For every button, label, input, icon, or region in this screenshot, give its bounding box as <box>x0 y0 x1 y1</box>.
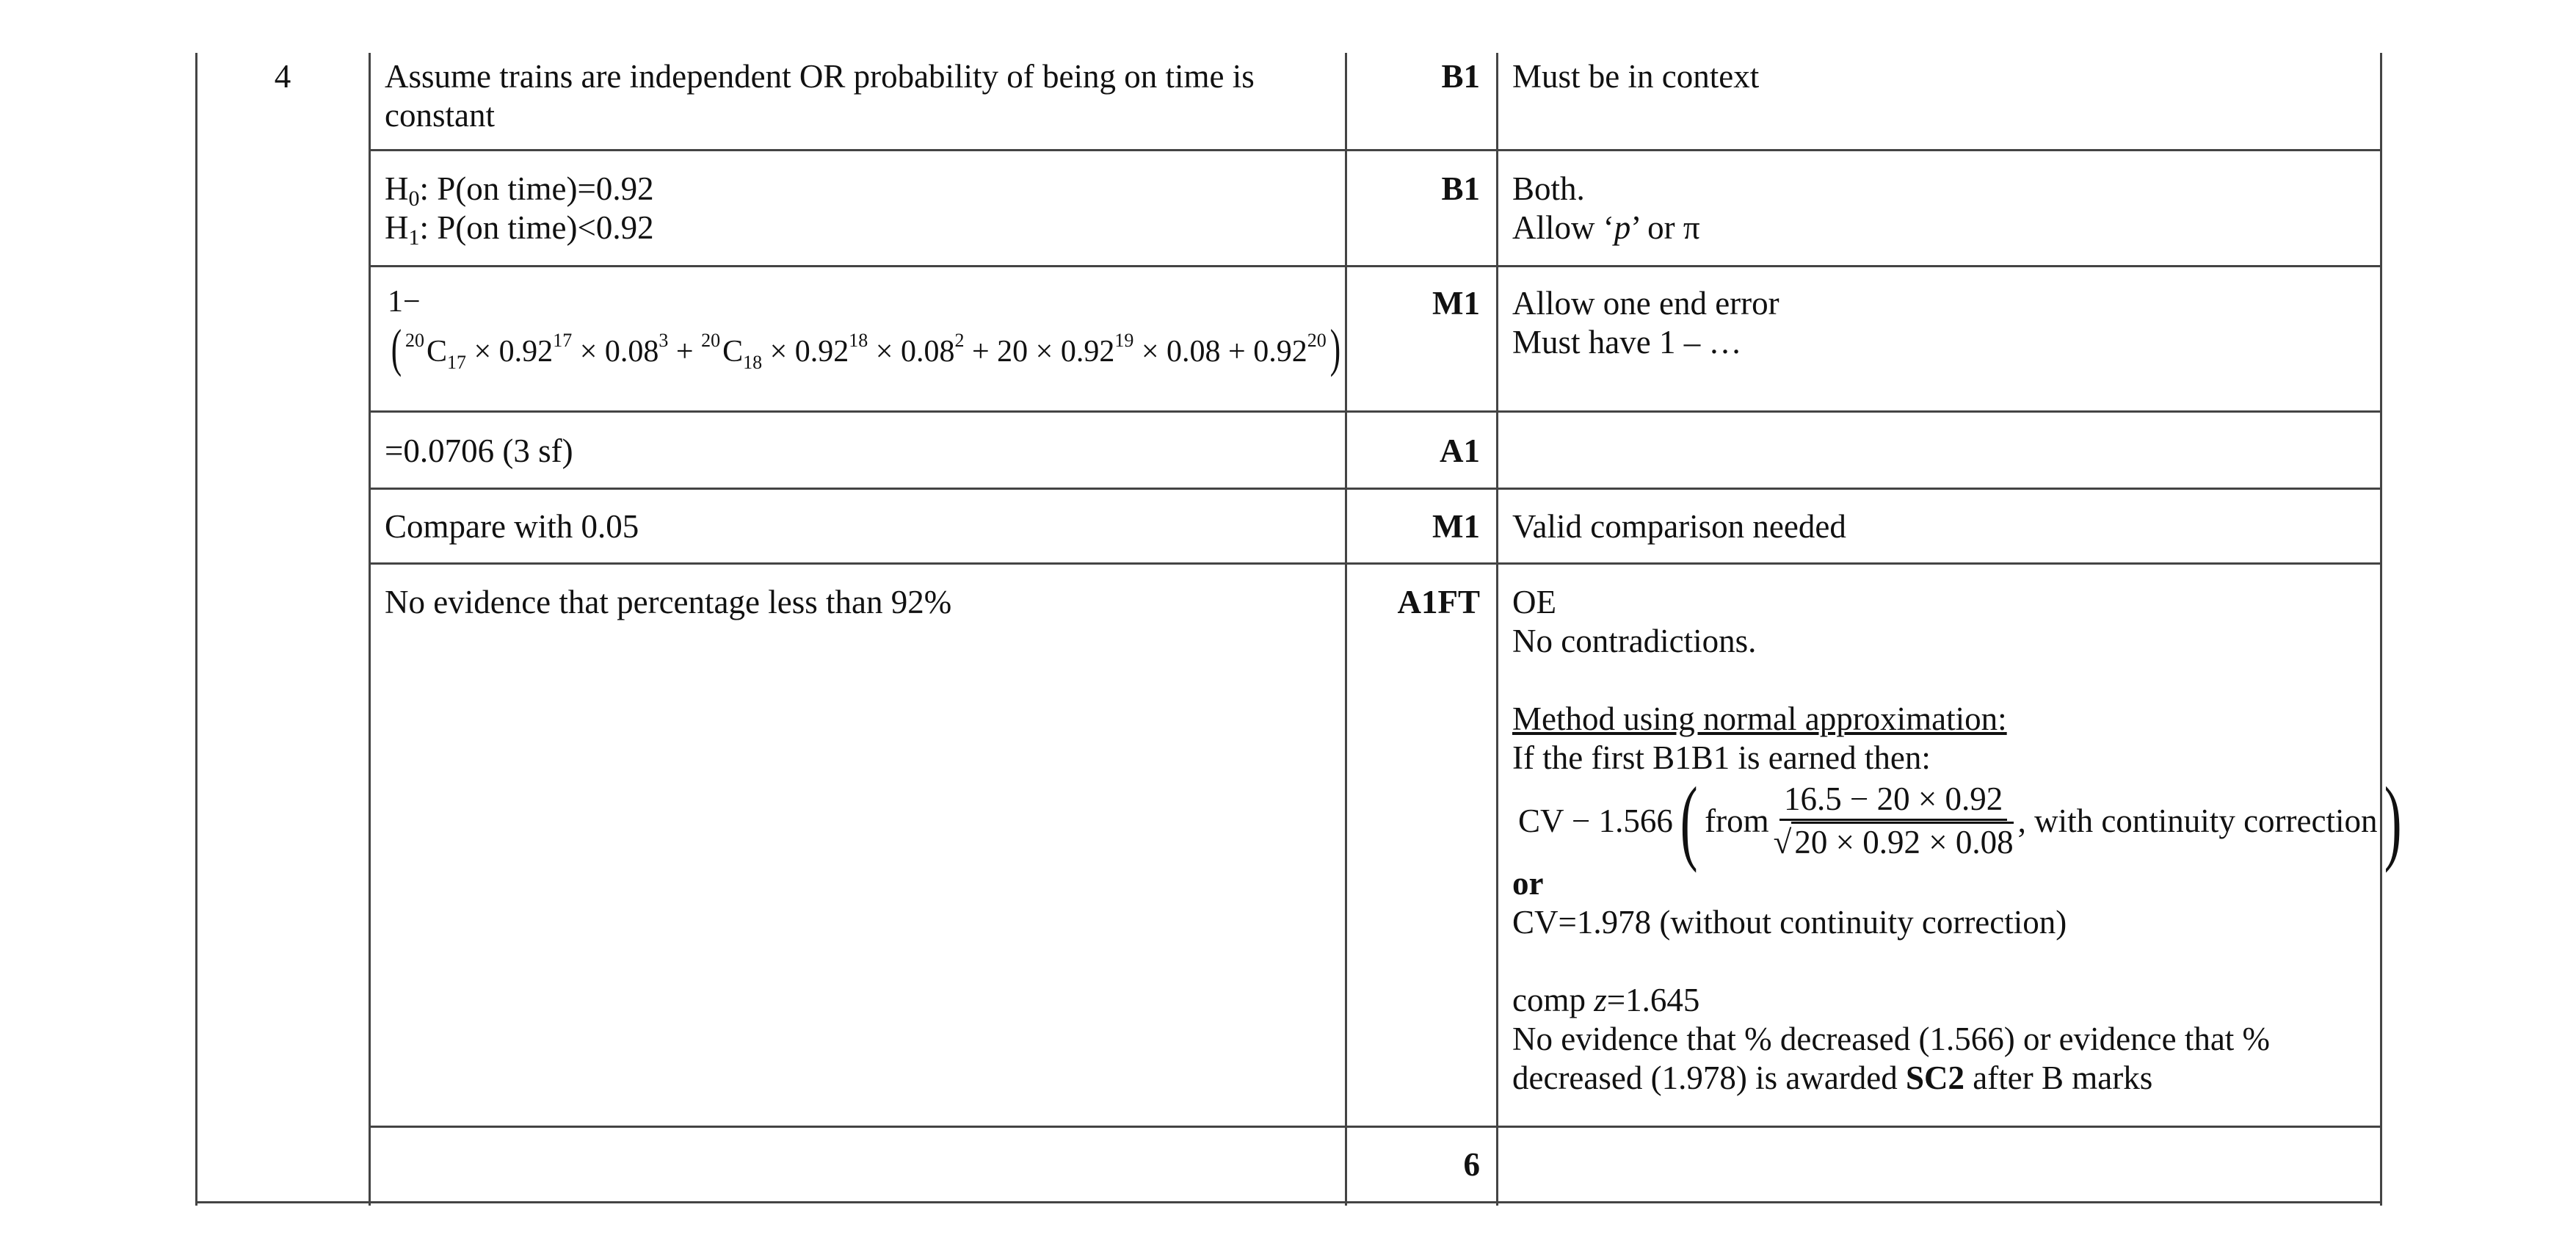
row-divider <box>369 1126 2382 1128</box>
guidance-oe: OE <box>1512 584 1556 620</box>
mark-label: M1 <box>1432 285 1480 322</box>
guidance-text: Must be in context <box>1512 58 1760 95</box>
column-divider-question <box>369 53 371 1206</box>
row-divider <box>369 149 2382 151</box>
total-marks: 6 <box>1463 1146 1480 1183</box>
mark-label: M1 <box>1432 508 1480 545</box>
table-border-left <box>195 53 197 1206</box>
answer-cell <box>385 57 1255 135</box>
answer-text: constant <box>385 97 495 134</box>
mark-label: A1 <box>1440 432 1480 469</box>
answer-text: =0.0706 (3 sf) <box>385 432 573 469</box>
hypotheses <box>385 170 654 250</box>
mark-label: A1FT <box>1397 584 1480 620</box>
guidance-or: or <box>1512 865 1544 902</box>
guidance-condition: If the first B1B1 is earned then: <box>1512 739 1931 776</box>
answer-text: No evidence that percentage less than 92% <box>385 584 952 620</box>
column-divider-marks <box>1496 53 1498 1206</box>
row-divider <box>369 410 2382 413</box>
guidance-text: Allow one end error Must have 1 – … <box>1512 285 1779 361</box>
guidance-block <box>1512 583 2409 1098</box>
answer-text: Assume trains are independent OR probability of being on time is <box>385 58 1255 95</box>
column-divider-answer <box>1345 53 1347 1206</box>
binomial-formula: 1− ( $^{20}C_{17} \times 0.92^{17} \times 0.08^3 + ^{20}C_{18} \times 0.92^{18} \times 0.08^2 + 20 \times 0.92^{19} \times 0.08 + 0.92^{20}$) <box>388 283 1344 374</box>
guidance-sc2-line2: decreased (1.978) is awarded SC2 after B marks <box>1512 1059 2153 1096</box>
guidance-method-heading: Method using normal approximation: <box>1512 700 2007 737</box>
mark-label: B1 <box>1441 58 1480 95</box>
formula-lead: 1− <box>388 285 421 319</box>
row-divider <box>369 562 2382 565</box>
guidance-text: Valid comparison needed <box>1512 508 1846 545</box>
z-fraction: $\frac{16.5 - 20 \times 0.92}{√20 \times 0.92 \times 0.08}$ <box>1773 780 2014 861</box>
row-divider <box>369 265 2382 267</box>
null-hypothesis: $H_0$: P(on time)=0.92 <box>385 170 654 211</box>
mark-label: B1 <box>1441 170 1480 207</box>
row-divider <box>369 488 2382 490</box>
table-border-bottom <box>195 1201 2382 1203</box>
guidance-sc2-line1: No evidence that % decreased (1.566) or evidence that % <box>1512 1021 2271 1057</box>
guidance-no-contradictions: No contradictions. <box>1512 623 1757 659</box>
guidance-cv-alt: CV=1.978 (without continuity correction) <box>1512 904 2067 941</box>
guidance-text: Both. Allow ‘p’ or π <box>1512 170 1700 246</box>
critical-value-formula: CV − 1.566 ( from $\frac{16.5 - 20 \times 0.92}{√20 \times 0.92 \times 0.08}$ , with continuity correction ) <box>1518 768 2403 874</box>
answer-text: Compare with 0.05 <box>385 508 639 545</box>
question-number: 4 <box>274 58 291 95</box>
alternative-hypothesis: $H_1$: P(on time)<0.92 <box>385 209 654 250</box>
guidance-comp-z: comp z=1.645 <box>1512 982 1700 1018</box>
